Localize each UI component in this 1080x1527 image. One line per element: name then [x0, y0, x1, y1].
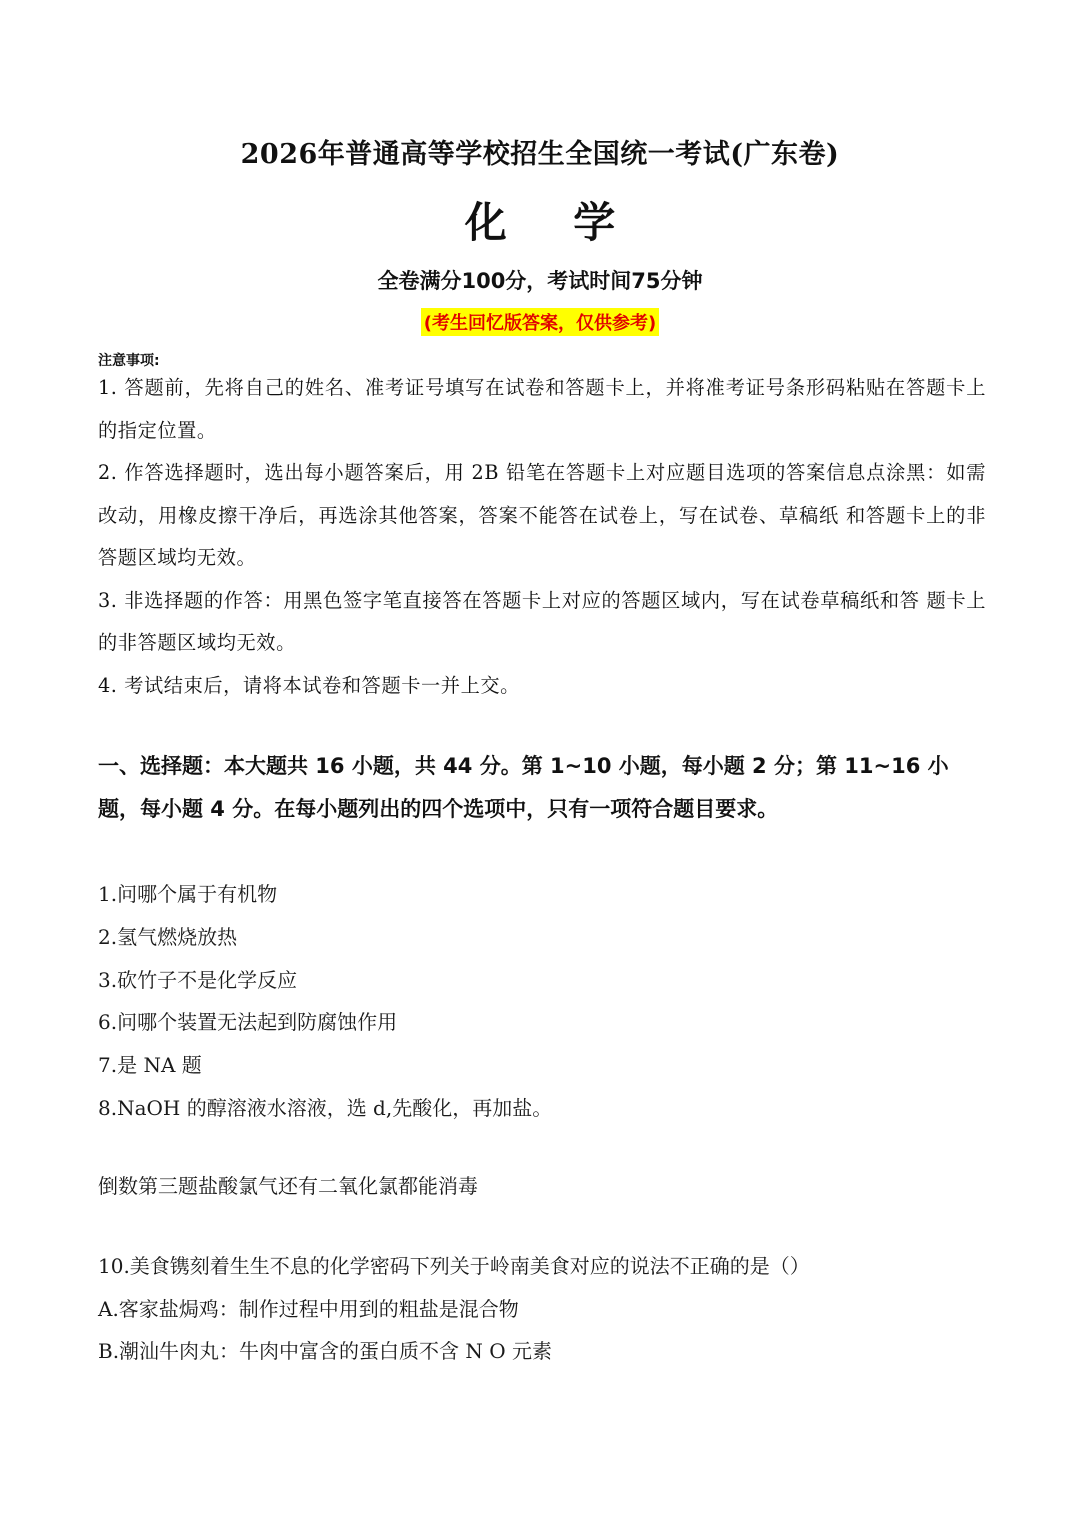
- exam-title: 2026年普通高等学校招生全国统一考试(广东卷): [240, 139, 840, 170]
- question-1: 1.问哪个属于有机物: [98, 882, 278, 906]
- recall-note-wrap: [0, 308, 1080, 336]
- note-item-3: 3. 非选择题的作答：用黑色签字笔直接答在答题卡上对应的答题区域内，写在试卷草稿纸和答 题卡上的非答题区域均无效。: [98, 588, 986, 654]
- question-10: 10.美食镌刻着生生不息的化学密码下列关于岭南美食对应的说法不正确的是（）: [98, 1254, 810, 1278]
- question-third-last: 倒数第三题盐酸氯气还有二氧化氯都能消毒: [98, 1174, 478, 1198]
- notes-label: 注意事项:: [98, 353, 160, 369]
- question-2: 2.氢气燃烧放热: [98, 925, 238, 949]
- question-10-option-b: B.潮汕牛肉丸：牛肉中富含的蛋白质不含 N O 元素: [98, 1339, 553, 1363]
- recall-note: (考生回忆版答案，仅供参考): [421, 308, 659, 336]
- question-7: 7.是 NA 题: [98, 1053, 202, 1077]
- note-item-2: 2. 作答选择题时，选出每小题答案后，用 2B 铅笔在答题卡上对应题目选项的答案信息点涂黑：如需改动，用橡皮擦干净后，再选涂其他答案，答案不能答在试卷上，写在试卷、草稿纸 和答题卡上的非答题区域均无效。: [98, 461, 986, 569]
- notes-list: [98, 367, 986, 707]
- question-6: 6.问哪个装置无法起到防腐蚀作用: [98, 1010, 398, 1034]
- note-item-1: 1. 答题前，先将自己的姓名、准考证号填写在试卷和答题卡上，并将准考证号条形码粘贴在答题卡上的指定位置。: [98, 376, 986, 442]
- score-time-line: 全卷满分100分，考试时间75分钟: [377, 269, 703, 293]
- question-8: 8.NaOH 的醇溶液水溶液，选 d,先酸化，再加盐。: [98, 1096, 553, 1120]
- section-heading: 一、选择题：本大题共 16 小题，共 44 分。第 1~10 小题，每小题 2 分；第 11~16 小题，每小题 4 分。在每小题列出的四个选项中，只有一项符合题目要求。: [98, 754, 949, 821]
- note-item-4: 4. 考试结束后，请将本试卷和答题卡一并上交。: [98, 673, 520, 697]
- question-10-option-a: A.客家盐焗鸡：制作过程中用到的粗盐是混合物: [98, 1297, 519, 1321]
- subject-title: 化 学: [464, 198, 642, 247]
- question-3: 3.砍竹子不是化学反应: [98, 968, 298, 992]
